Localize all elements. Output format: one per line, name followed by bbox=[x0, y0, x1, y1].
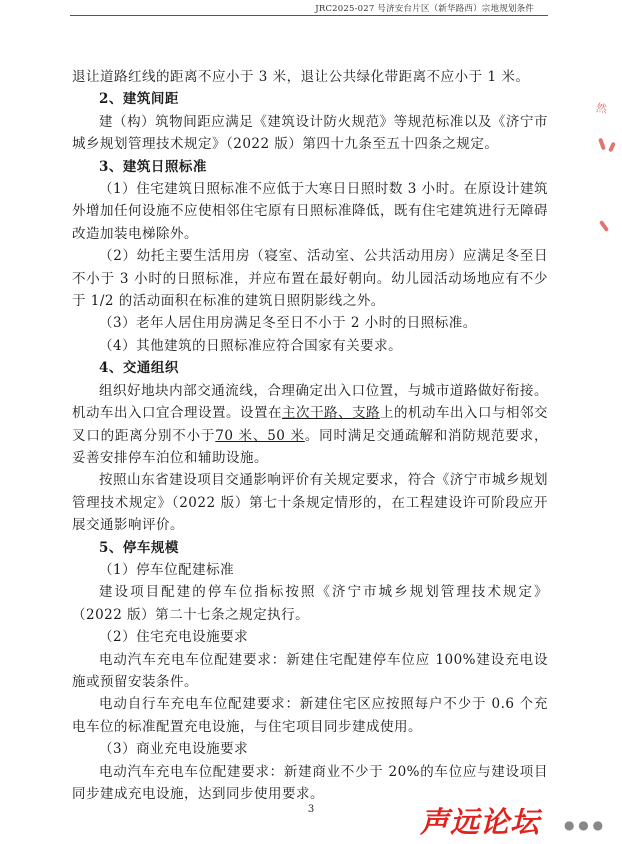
paragraph: （2）幼托主要生活用房（寝室、活动室、公共活动用房）应满足冬至日不小于 3 小时的日照标准，并应布置在最好朝向。幼儿园活动场地应有不少于 1/2 的活动面积在标准的建筑日照阴影线之外。 bbox=[72, 248, 548, 310]
seal-mark bbox=[598, 138, 606, 151]
paragraph: 退让道路红线的距离不应小于 3 米，退让公共绿化带距离不应小于 1 米。 bbox=[72, 69, 530, 85]
text-run: 上的机动车出入口与相邻交叉口的距离分别不小于 bbox=[72, 405, 548, 444]
text-run: 。同时满足交通疏解和消防规范要求，妥善安排停车泊位和辅助设施。 bbox=[72, 427, 548, 466]
watermark-dots: ● ● ● bbox=[564, 818, 604, 832]
text-run: 组织好地块内部交通流线，合理确定出入口位置，与城市道路做好衔接。机动车出入口宜合理设置。设置在 bbox=[72, 382, 548, 422]
paragraph: 电动汽车充电车位配建要求：新建住宅配建停车位应 100%建设充电设施或预留安装条件。 bbox=[72, 651, 548, 690]
paragraph: （4）其他建筑的日照标准应符合国家有关要求。 bbox=[99, 337, 403, 354]
seal-mark bbox=[599, 220, 609, 232]
page-number: 3 bbox=[307, 804, 315, 815]
paragraph: （1）住宅建筑日照标准不应低于大寒日日照时数 3 小时。在原设计建筑外增加任何设施不应使相邻住宅原有日照标准降低，既有住宅建筑进行无障碍改造加装电梯除外。 bbox=[72, 181, 548, 242]
traffic-paragraph bbox=[72, 380, 548, 470]
paragraph: 建（构）筑物间距应满足《建筑设计防火规范》等规范标准以及《济宁市城乡规划管理技术规定》（2022 版）第四十九条至五十四条之规定。 bbox=[72, 113, 548, 153]
underlined-road-types: 主次干路、支路 bbox=[282, 405, 380, 422]
forum-watermark bbox=[414, 800, 614, 840]
header-divider bbox=[70, 15, 548, 16]
watermark-logo: 声远论坛 bbox=[420, 805, 541, 839]
subheading: （1）停车位配建标准 bbox=[99, 561, 235, 578]
paragraph: 按照山东省建设项目交通影响评价有关规定要求，符合《济宁市城乡规划管理技术规定》（2022 版）第七十条规定情形的，在工程建设许可阶段应开展交通影响评价。 bbox=[72, 472, 548, 534]
section-heading: 4、交通组织 bbox=[99, 360, 179, 377]
section-heading: 3、建筑日照标准 bbox=[99, 158, 207, 175]
seal-mark bbox=[608, 142, 616, 153]
subheading: （3）商业充电设施要求 bbox=[99, 741, 249, 758]
seal-text: 然 bbox=[595, 101, 608, 116]
document-header: JRC2025-027 号济安台片区（新华路西）宗地规划条件 bbox=[315, 4, 534, 14]
paragraph: 电动自行车充电车位配建要求：新建住宅区应按照每户不少于 0.6 个充电车位的标准配置充电设施，与住宅项目同步建成使用。 bbox=[72, 696, 548, 735]
document-body bbox=[72, 66, 548, 805]
paragraph: （3）老年人居住用房满足冬至日不小于 2 小时的日照标准。 bbox=[99, 315, 477, 332]
underlined-distances: 70 米、50 米 bbox=[215, 427, 305, 444]
seal-stamp-fragment bbox=[592, 92, 622, 252]
section-heading: 5、停车规模 bbox=[99, 539, 179, 556]
section-heading: 2、建筑间距 bbox=[99, 91, 179, 108]
paragraph: 电动汽车充电车位配建要求：新建商业不少于 20%的车位应与建设项目同步建成充电设施，达到同步使用要求。 bbox=[72, 763, 548, 802]
paragraph: 建设项目配建的停车位指标按照《济宁市城乡规划管理技术规定》（2022 版）第二十七条之规定执行。 bbox=[72, 584, 548, 623]
subheading: （2）住宅充电设施要求 bbox=[99, 629, 249, 646]
